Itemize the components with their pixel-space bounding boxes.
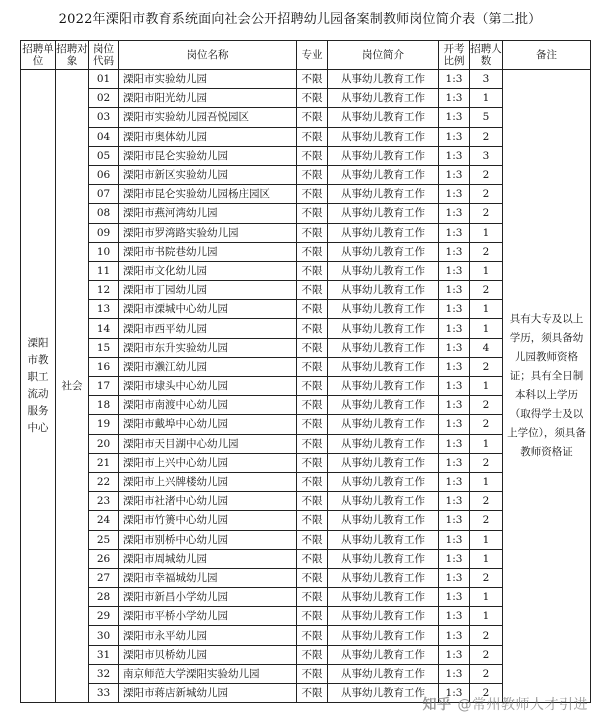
position-code: 03 bbox=[89, 108, 119, 127]
exam-ratio: 1:3 bbox=[439, 377, 470, 396]
exam-ratio: 1:3 bbox=[439, 70, 470, 89]
position-code: 19 bbox=[89, 415, 119, 434]
hire-count: 2 bbox=[470, 415, 503, 434]
hire-count: 1 bbox=[470, 319, 503, 338]
recruiting-target: 社会 bbox=[56, 70, 89, 703]
hire-count: 2 bbox=[470, 645, 503, 664]
exam-ratio: 1:3 bbox=[439, 396, 470, 415]
position-intro: 从事幼儿教育工作 bbox=[328, 568, 439, 587]
major: 不限 bbox=[297, 626, 328, 645]
exam-ratio: 1:3 bbox=[439, 530, 470, 549]
position-name: 溧阳市实验幼儿园吾悦园区 bbox=[119, 108, 297, 127]
position-intro: 从事幼儿教育工作 bbox=[328, 530, 439, 549]
major: 不限 bbox=[297, 549, 328, 568]
position-name: 溧阳市平桥小学幼儿园 bbox=[119, 607, 297, 626]
position-name: 溧阳市天目湖中心幼儿园 bbox=[119, 434, 297, 453]
hire-count: 2 bbox=[470, 281, 503, 300]
position-name: 溧阳市昆仑实验幼儿园杨庄园区 bbox=[119, 185, 297, 204]
position-intro: 从事幼儿教育工作 bbox=[328, 453, 439, 472]
position-intro: 从事幼儿教育工作 bbox=[328, 261, 439, 280]
position-code: 21 bbox=[89, 453, 119, 472]
position-name: 溧阳市罗湾路实验幼儿园 bbox=[119, 223, 297, 242]
position-name: 溧阳市实验幼儿园 bbox=[119, 70, 297, 89]
position-name: 溧阳市埭头中心幼儿园 bbox=[119, 377, 297, 396]
hire-count: 2 bbox=[470, 453, 503, 472]
position-code: 08 bbox=[89, 204, 119, 223]
major: 不限 bbox=[297, 492, 328, 511]
major: 不限 bbox=[297, 242, 328, 261]
major: 不限 bbox=[297, 204, 328, 223]
position-code: 22 bbox=[89, 472, 119, 491]
exam-ratio: 1:3 bbox=[439, 281, 470, 300]
major: 不限 bbox=[297, 377, 328, 396]
header-row bbox=[21, 41, 591, 70]
position-intro: 从事幼儿教育工作 bbox=[328, 204, 439, 223]
position-intro: 从事幼儿教育工作 bbox=[328, 492, 439, 511]
major: 不限 bbox=[297, 607, 328, 626]
position-intro: 从事幼儿教育工作 bbox=[328, 607, 439, 626]
position-name: 溧阳市书院巷幼儿园 bbox=[119, 242, 297, 261]
exam-ratio: 1:3 bbox=[439, 300, 470, 319]
exam-ratio: 1:3 bbox=[439, 223, 470, 242]
position-intro: 从事幼儿教育工作 bbox=[328, 626, 439, 645]
header-major: 专业 bbox=[297, 41, 328, 70]
hire-count: 2 bbox=[470, 492, 503, 511]
exam-ratio: 1:3 bbox=[439, 185, 470, 204]
exam-ratio: 1:3 bbox=[439, 415, 470, 434]
hire-count: 1 bbox=[470, 377, 503, 396]
hire-count: 3 bbox=[470, 146, 503, 165]
exam-ratio: 1:3 bbox=[439, 645, 470, 664]
position-intro: 从事幼儿教育工作 bbox=[328, 185, 439, 204]
position-name: 溧阳市幸福城幼儿园 bbox=[119, 568, 297, 587]
position-name: 溧阳市蒋店新城幼儿园 bbox=[119, 684, 297, 703]
major: 不限 bbox=[297, 338, 328, 357]
position-name: 溧阳市西平幼儿园 bbox=[119, 319, 297, 338]
position-code: 11 bbox=[89, 261, 119, 280]
position-intro: 从事幼儿教育工作 bbox=[328, 664, 439, 683]
position-intro: 从事幼儿教育工作 bbox=[328, 684, 439, 703]
hire-count: 2 bbox=[470, 396, 503, 415]
hire-count: 2 bbox=[470, 626, 503, 645]
exam-ratio: 1:3 bbox=[439, 357, 470, 376]
position-code: 33 bbox=[89, 684, 119, 703]
exam-ratio: 1:3 bbox=[439, 664, 470, 683]
major: 不限 bbox=[297, 530, 328, 549]
major: 不限 bbox=[297, 165, 328, 184]
exam-ratio: 1:3 bbox=[439, 511, 470, 530]
position-name: 溧阳市新区实验幼儿园 bbox=[119, 165, 297, 184]
position-name: 溧阳市新昌小学幼儿园 bbox=[119, 588, 297, 607]
position-name: 溧阳市南渡中心幼儿园 bbox=[119, 396, 297, 415]
position-code: 05 bbox=[89, 146, 119, 165]
position-code: 32 bbox=[89, 664, 119, 683]
position-name: 溧阳市周城幼儿园 bbox=[119, 549, 297, 568]
position-intro: 从事幼儿教育工作 bbox=[328, 338, 439, 357]
major: 不限 bbox=[297, 146, 328, 165]
hire-count: 1 bbox=[470, 261, 503, 280]
position-name: 溧阳市竹箦中心幼儿园 bbox=[119, 511, 297, 530]
position-code: 16 bbox=[89, 357, 119, 376]
table-title: 2022年溧阳市教育系统面向社会公开招聘幼儿园备案制教师岗位简介表（第二批） bbox=[58, 12, 542, 27]
hire-count: 1 bbox=[470, 472, 503, 491]
table-body bbox=[21, 70, 591, 703]
exam-ratio: 1:3 bbox=[439, 319, 470, 338]
hire-count: 4 bbox=[470, 338, 503, 357]
position-intro: 从事幼儿教育工作 bbox=[328, 472, 439, 491]
position-code: 02 bbox=[89, 89, 119, 108]
exam-ratio: 1:3 bbox=[439, 684, 470, 703]
major: 不限 bbox=[297, 319, 328, 338]
hire-count: 1 bbox=[470, 607, 503, 626]
exam-ratio: 1:3 bbox=[439, 261, 470, 280]
header-count: 招聘人数 bbox=[470, 41, 503, 70]
position-name: 溧阳市别桥中心幼儿园 bbox=[119, 530, 297, 549]
remark: 具有大专及以上学历，须具备幼儿园教师资格证；具有全日制本科以上学历（取得学士及以上学位），须具备教师资格证 bbox=[503, 70, 591, 703]
hire-count: 1 bbox=[470, 89, 503, 108]
header-intro: 岗位简介 bbox=[328, 41, 439, 70]
header-remark: 备注 bbox=[503, 41, 591, 70]
position-code: 28 bbox=[89, 588, 119, 607]
exam-ratio: 1:3 bbox=[439, 108, 470, 127]
position-intro: 从事幼儿教育工作 bbox=[328, 223, 439, 242]
major: 不限 bbox=[297, 588, 328, 607]
major: 不限 bbox=[297, 89, 328, 108]
major: 不限 bbox=[297, 70, 328, 89]
exam-ratio: 1:3 bbox=[439, 127, 470, 146]
position-code: 13 bbox=[89, 300, 119, 319]
position-code: 17 bbox=[89, 377, 119, 396]
position-code: 01 bbox=[89, 70, 119, 89]
major: 不限 bbox=[297, 415, 328, 434]
position-code: 07 bbox=[89, 185, 119, 204]
position-code: 14 bbox=[89, 319, 119, 338]
major: 不限 bbox=[297, 453, 328, 472]
position-code: 06 bbox=[89, 165, 119, 184]
exam-ratio: 1:3 bbox=[439, 626, 470, 645]
position-intro: 从事幼儿教育工作 bbox=[328, 70, 439, 89]
position-code: 25 bbox=[89, 530, 119, 549]
major: 不限 bbox=[297, 300, 328, 319]
position-intro: 从事幼儿教育工作 bbox=[328, 127, 439, 146]
position-name: 溧阳市濑江幼儿园 bbox=[119, 357, 297, 376]
position-name: 溧阳市上兴中心幼儿园 bbox=[119, 453, 297, 472]
header-unit: 招聘单位 bbox=[21, 41, 56, 70]
exam-ratio: 1:3 bbox=[439, 607, 470, 626]
position-code: 26 bbox=[89, 549, 119, 568]
position-name: 溧阳市溧城中心幼儿园 bbox=[119, 300, 297, 319]
position-intro: 从事幼儿教育工作 bbox=[328, 319, 439, 338]
position-intro: 从事幼儿教育工作 bbox=[328, 511, 439, 530]
hire-count: 2 bbox=[470, 684, 503, 703]
position-name: 溧阳市昆仑实验幼儿园 bbox=[119, 146, 297, 165]
position-intro: 从事幼儿教育工作 bbox=[328, 645, 439, 664]
position-intro: 从事幼儿教育工作 bbox=[328, 357, 439, 376]
major: 不限 bbox=[297, 223, 328, 242]
recruiting-unit: 溧阳市教职工流动服务中心 bbox=[21, 70, 56, 703]
major: 不限 bbox=[297, 568, 328, 587]
hire-count: 1 bbox=[470, 549, 503, 568]
position-code: 15 bbox=[89, 338, 119, 357]
major: 不限 bbox=[297, 645, 328, 664]
exam-ratio: 1:3 bbox=[439, 588, 470, 607]
header-ratio: 开考比例 bbox=[439, 41, 470, 70]
position-intro: 从事幼儿教育工作 bbox=[328, 434, 439, 453]
hire-count: 1 bbox=[470, 530, 503, 549]
major: 不限 bbox=[297, 684, 328, 703]
position-code: 29 bbox=[89, 607, 119, 626]
position-code: 09 bbox=[89, 223, 119, 242]
major: 不限 bbox=[297, 664, 328, 683]
position-code: 04 bbox=[89, 127, 119, 146]
position-code: 12 bbox=[89, 281, 119, 300]
exam-ratio: 1:3 bbox=[439, 434, 470, 453]
position-intro: 从事幼儿教育工作 bbox=[328, 165, 439, 184]
exam-ratio: 1:3 bbox=[439, 165, 470, 184]
position-code: 23 bbox=[89, 492, 119, 511]
exam-ratio: 1:3 bbox=[439, 453, 470, 472]
zhihu-logo: 知乎 bbox=[422, 697, 452, 713]
position-intro: 从事幼儿教育工作 bbox=[328, 549, 439, 568]
hire-count: 2 bbox=[470, 127, 503, 146]
position-name: 溧阳市阳光幼儿园 bbox=[119, 89, 297, 108]
position-intro: 从事幼儿教育工作 bbox=[328, 108, 439, 127]
hire-count: 2 bbox=[470, 204, 503, 223]
major: 不限 bbox=[297, 511, 328, 530]
major: 不限 bbox=[297, 108, 328, 127]
major: 不限 bbox=[297, 261, 328, 280]
hire-count: 2 bbox=[470, 242, 503, 261]
position-code: 27 bbox=[89, 568, 119, 587]
header-name: 岗位名称 bbox=[119, 41, 297, 70]
recruitment-table bbox=[20, 40, 591, 703]
position-code: 20 bbox=[89, 434, 119, 453]
major: 不限 bbox=[297, 396, 328, 415]
position-intro: 从事幼儿教育工作 bbox=[328, 396, 439, 415]
hire-count: 2 bbox=[470, 511, 503, 530]
position-intro: 从事幼儿教育工作 bbox=[328, 588, 439, 607]
hire-count: 2 bbox=[470, 357, 503, 376]
hire-count: 2 bbox=[470, 664, 503, 683]
position-code: 30 bbox=[89, 626, 119, 645]
hire-count: 2 bbox=[470, 568, 503, 587]
position-name: 溧阳市东升实验幼儿园 bbox=[119, 338, 297, 357]
watermark-handle: @常州教师人才引进 bbox=[457, 697, 588, 713]
position-code: 24 bbox=[89, 511, 119, 530]
major: 不限 bbox=[297, 127, 328, 146]
position-name: 溧阳市贝桥幼儿园 bbox=[119, 645, 297, 664]
position-code: 18 bbox=[89, 396, 119, 415]
table-row bbox=[21, 70, 591, 89]
position-name: 溧阳市戴埠中心幼儿园 bbox=[119, 415, 297, 434]
exam-ratio: 1:3 bbox=[439, 472, 470, 491]
position-name: 溧阳市丁园幼儿园 bbox=[119, 281, 297, 300]
major: 不限 bbox=[297, 357, 328, 376]
position-name: 溧阳市上兴牌楼幼儿园 bbox=[119, 472, 297, 491]
header-code: 岗位代码 bbox=[89, 41, 119, 70]
major: 不限 bbox=[297, 185, 328, 204]
exam-ratio: 1:3 bbox=[439, 89, 470, 108]
major: 不限 bbox=[297, 434, 328, 453]
watermark bbox=[423, 694, 589, 714]
position-name: 溧阳市燕河湾幼儿园 bbox=[119, 204, 297, 223]
hire-count: 1 bbox=[470, 434, 503, 453]
hire-count: 1 bbox=[470, 300, 503, 319]
major: 不限 bbox=[297, 281, 328, 300]
position-name: 溧阳市永平幼儿园 bbox=[119, 626, 297, 645]
position-intro: 从事幼儿教育工作 bbox=[328, 415, 439, 434]
position-intro: 从事幼儿教育工作 bbox=[328, 89, 439, 108]
exam-ratio: 1:3 bbox=[439, 146, 470, 165]
exam-ratio: 1:3 bbox=[439, 204, 470, 223]
position-intro: 从事幼儿教育工作 bbox=[328, 281, 439, 300]
major: 不限 bbox=[297, 472, 328, 491]
exam-ratio: 1:3 bbox=[439, 338, 470, 357]
position-name: 溧阳市文化幼儿园 bbox=[119, 261, 297, 280]
hire-count: 1 bbox=[470, 588, 503, 607]
exam-ratio: 1:3 bbox=[439, 492, 470, 511]
position-intro: 从事幼儿教育工作 bbox=[328, 300, 439, 319]
exam-ratio: 1:3 bbox=[439, 242, 470, 261]
position-intro: 从事幼儿教育工作 bbox=[328, 146, 439, 165]
hire-count: 2 bbox=[470, 165, 503, 184]
position-name: 溧阳市社渚中心幼儿园 bbox=[119, 492, 297, 511]
hire-count: 1 bbox=[470, 223, 503, 242]
hire-count: 3 bbox=[470, 70, 503, 89]
hire-count: 2 bbox=[470, 185, 503, 204]
position-name: 南京师范大学溧阳实验幼儿园 bbox=[119, 664, 297, 683]
position-code: 31 bbox=[89, 645, 119, 664]
position-intro: 从事幼儿教育工作 bbox=[328, 242, 439, 261]
header-target: 招聘对象 bbox=[56, 41, 89, 70]
position-code: 10 bbox=[89, 242, 119, 261]
exam-ratio: 1:3 bbox=[439, 549, 470, 568]
exam-ratio: 1:3 bbox=[439, 568, 470, 587]
position-intro: 从事幼儿教育工作 bbox=[328, 377, 439, 396]
position-name: 溧阳市奥体幼儿园 bbox=[119, 127, 297, 146]
hire-count: 5 bbox=[470, 108, 503, 127]
